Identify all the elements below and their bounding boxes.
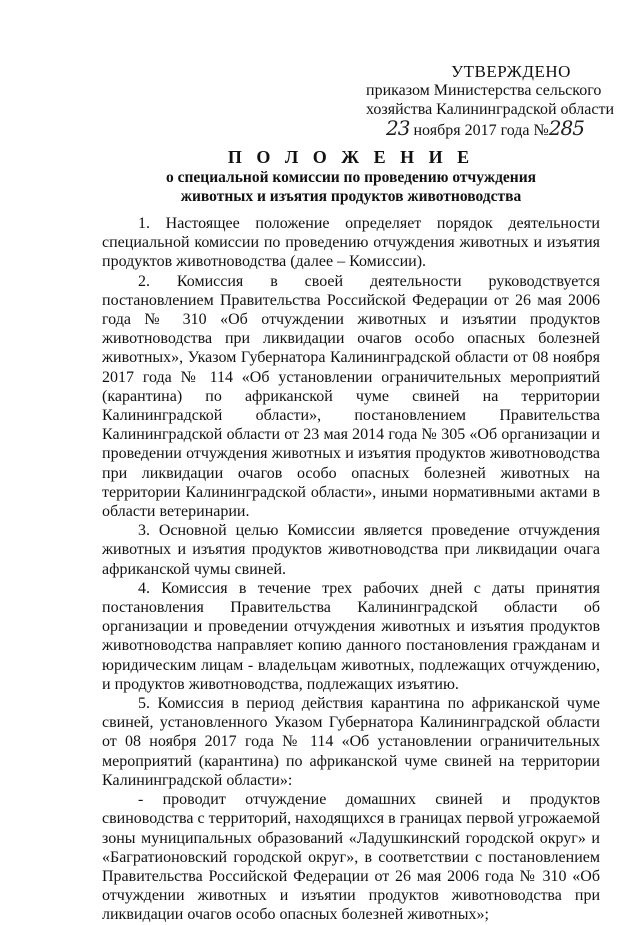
handwritten-day: 23 (386, 116, 410, 140)
approval-line-1: приказом Министерства сельского (366, 82, 602, 99)
title-line-2: животных и изъятия продуктов животноводства (180, 188, 522, 205)
document-title (102, 146, 600, 206)
approval-heading: УТВЕРЖДЕНО (451, 62, 571, 81)
paragraph-2: 2. Комиссия в своей деятельности руководствуется постановлением Правительства Российской Федерации от 26 мая 2006 года № 310 «Об отчуждении животных и изъятии продуктов животноводства при ликвидации очагов особо опасных болезней животных», Указом Губернатора Калининградской области от 08 ноября 2017 года № 114 «Об установлении ограничительных мероприятий (карантина) по африканской чуме свиней на территории Калининградской области», постановлением Правительства Калининградской области от 23 мая 2014 года № 305 «Об организации и проведении отчуждения животных и изъятия продуктов животноводства при ликвидации очагов особо опасных болезней животных на территории Калининградской области», иными нормативными актами в области ветеринарии. (102, 272, 600, 521)
approval-date-line (386, 116, 616, 140)
paragraph-3: 3. Основной целью Комиссии является проведение отчуждения животных и изъятия продуктов животноводства при ликвидации очага африканской чумы свиней. (102, 522, 600, 578)
paragraph-1: 1. Настоящее положение определяет порядок деятельности специальной комиссии по проведению отчуждения животных и изъятия продуктов животноводства (далее – Комиссии). (102, 215, 600, 271)
title-main: П О Л О Ж Е Н И Е (227, 147, 475, 167)
approval-block (366, 62, 616, 140)
paragraph-5: 5. Комиссия в период действия карантина по африканской чуме свиней, установленного Указом Губернатора Калининградской области от 08 ноября 2017 года № 114 «Об установлении ограничительных мероприятий (карантина) по африканской чуме свиней на территории Калининградской области»: (102, 695, 600, 789)
approval-line-2: хозяйства Калининградской области (366, 101, 615, 118)
paragraph-5-item-1: - проводит отчуждение домашних свиней и продуктов свиноводства с территорий, находящихся в границах первой угрожаемой зоны муниципальных образований «Ладушкинский городской округ» и «Багратионовский городской округ», в соответствии с постановлением Правительства Российской Федерации от 26 мая 2006 года № 310 «Об отчуждении животных и изъятии продуктов животноводства при ликвидации очагов особо опасных болезней животных»; (102, 791, 600, 924)
paragraph-4: 4. Комиссия в течение трех рабочих дней с даты принятия постановления Правительства Калининградской области об организации и проведении отчуждения животных и изъятия продуктов животноводства направляет копию данного постановления гражданам и юридическим лицам - владельцам животных, подлежащих отчуждению, и продуктов животноводства, подлежащих изъятию. (102, 579, 600, 693)
document-body (102, 214, 600, 925)
approval-date-text: ноября 2017 года № (409, 122, 549, 139)
title-line-1: о специальной комиссии по проведению отчуждения (165, 169, 537, 186)
handwritten-order-number: 285 (548, 116, 584, 140)
